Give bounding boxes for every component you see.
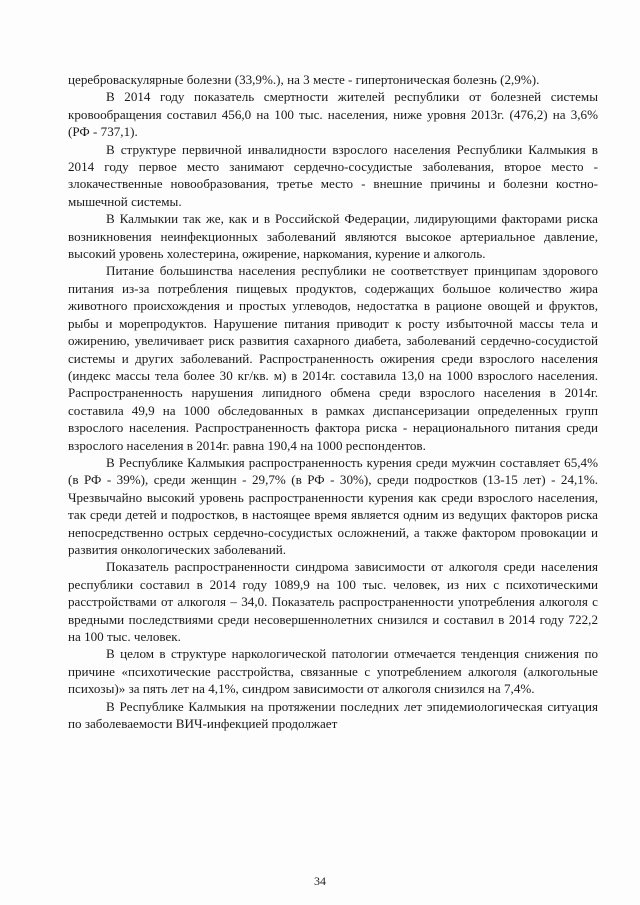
paragraph-7: Показатель распространенности синдрома зависимости от алкоголя среди населения республики составил в 2014 году 1089,9 на 100 тыс. человек, из них с психотическими расстройствами от алкоголя – 34,0. Показатель распространенности употребления алкоголя с вредными последствиями среди несовершеннолетних снизился и составил в 2014 году 722,2 на 100 тыс. человек. [68,559,598,644]
paragraph-4: В Калмыкии так же, как и в Российской Федерации, лидирующими факторами риска возникновения неинфекционных заболеваний являются высокое артериальное давление, высокий уровень холестерина, ожирение, наркомания, курение и алкоголь. [68,211,598,262]
paragraph-8: В целом в структуре наркологической патологии отмечается тенденция снижения по причине «психотические расстройства, связанные с употреблением алкоголя (алкогольные психозы)» за пять лет на 4,1%, синдром зависимости от алкоголя снизился на 7,4%. [68,646,598,697]
paragraph-5: Питание большинства населения республики не соответствует принципам здорового питания из-за потребления пищевых продуктов, содержащих большое количество жира животного происхождения и простых углеводов, недостатка в рационе овощей и фруктов, рыбы и морепродуктов. Нарушение питания приводит к росту избыточной массы тела и ожирению, увеличивает риск развития сахарного диабета, заболеваний сердечно-сосудистой системы и других заболеваний. Распространенность ожирения среди взрослого населения (индекс массы тела более 30 кг/кв. м) в 2014г. составила 13,0 на 1000 взрослого населения. Распространенность нарушения липидного обмена среди взрослого населения в 2014г. составила 49,9 на 1000 обследованных в рамках диспансеризации определенных групп взрослого населения. Распространенность фактора риска - нерационального питания среди взрослого населения в 2014г. равна 190,4 на 1000 респондентов. [68,263,598,453]
paragraph-6: В Республике Калмыкия распространенность курения среди мужчин составляет 65,4% (в РФ - 39%), среди женщин - 29,7% (в РФ - 30%), среди подростков (13-15 лет) - 24,1%. Чрезвычайно высокий уровень распространенности курения как среди взрослого населения, так среди детей и подростков, в настоящее время является одним из ведущих факторов риска непосредственно острых сердечно-сосудистых осложнений, а также фактором провокации и развития онкологических заболеваний. [68,454,598,557]
paragraph-2: В 2014 году показатель смертности жителей республики от болезней системы кровообращения составил 456,0 на 100 тыс. населения, ниже уровня 2013г. (476,2) на 3,6% (РФ - 737,1). [68,89,598,140]
paragraph-9: В Республике Калмыкия на протяжении последних лет эпидемиологическая ситуация по заболеваемости ВИЧ-инфекцией продолжает [68,698,598,732]
paragraph-3: В структуре первичной инвалидности взрослого населения Республики Калмыкия в 2014 году первое место занимают сердечно-сосудистые заболевания, второе место - злокачественные новообразования, третье место - внешние причины и болезни костно-мышечной системы. [68,141,598,209]
paragraph-1: цереброваскулярные болезни (33,9%.), на 3 месте - гипертоническая болезнь (2,9%). [68,72,540,87]
document-body [68,71,598,732]
page-number: 34 [314,874,326,888]
